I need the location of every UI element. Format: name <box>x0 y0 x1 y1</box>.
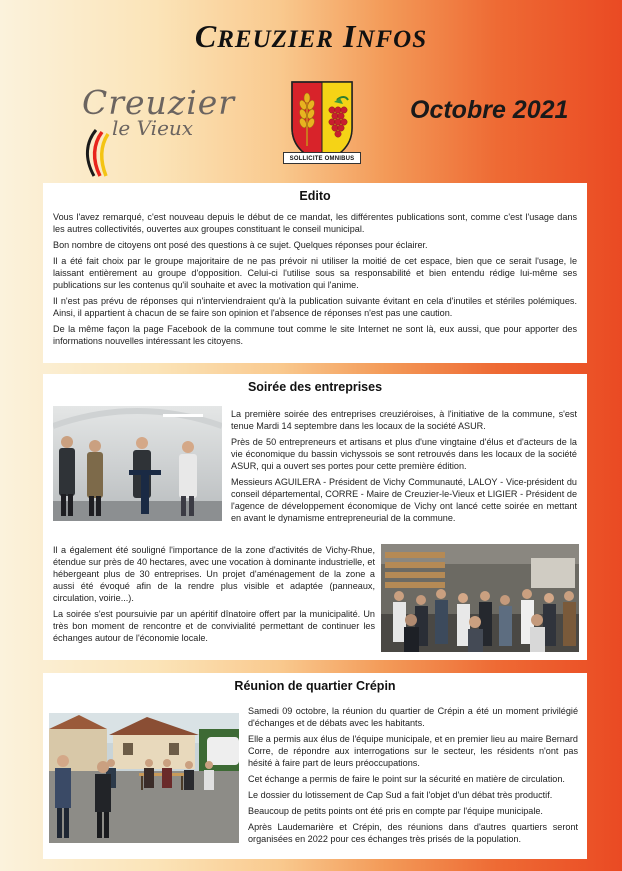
business-evening-heading: Soirée des entreprises <box>247 380 383 394</box>
business-evening-paragraph: Messieurs AGUILERA - Président de Vichy Communauté, LALOY - Vice-président du conseil départemental, CORRE - Maire de Creuzier-le-Vieux et LIGIER - Président de l'agence de développement économique de Vichy ont lancé cette soirée en mettant en avant le dynamisme entrepreneurial de la commune. <box>231 477 577 523</box>
neighbourhood-meeting-section <box>43 673 587 859</box>
title-initial-i: I <box>342 18 357 54</box>
neighbourhood-meeting-paragraph: Samedi 09 octobre, la réunion du quartier de Crépin a été un moment privilégié d'échanges et de débats avec les habitants. <box>248 706 578 728</box>
neighbourhood-meeting-paragraph: Elle a permis aux élus de l'équipe municipale, et en premier lieu au maire Bernard Corre, de répondre aux interrogations sur le secteur, les résidents n'ont pas hésité à faire part de leurs préoccupations. <box>248 734 578 768</box>
edito-paragraph: Bon nombre de citoyens ont posé des questions à ce sujet. Quelques réponses pour éclairer. <box>53 240 428 250</box>
business-evening-section <box>43 374 587 660</box>
title-word-2-rest: NFOS <box>356 26 428 53</box>
neighbourhood-meeting-paragraph: Après Laudemarière et Crépin, des réunions dans d'autres quartiers seront organisées en 2022 pour ces échanges très prisés de la population. <box>248 822 578 844</box>
business-evening-paragraph: Il a également été souligné l'importance de la zone d'activités de Vichy-Rhue, étendue sur près de 40 hectares, avec une vocation à dominante industrielle, et hébergeant plus de 30 entreprises. Un projet d'aménagement de la zone a aussi été évoqué afin de la rendre plus visible et adaptée (panneaux, circulation, voirie...). <box>53 545 375 603</box>
outdoor-meeting-photo <box>49 713 239 843</box>
business-evening-paragraph: La soirée s'est poursuivie par un apéritif dînatoire offert par la municipalité. Un très bon moment de rencontre et de convivialité permettant de continuer les échanges autour de l'économie locale. <box>53 609 375 643</box>
neighbourhood-meeting-paragraph: Cet échange a permis de faire le point sur la sécurité en matière de circulation. <box>248 774 565 784</box>
edito-paragraph: Vous l'avez remarqué, c'est nouveau depuis le début de ce mandat, les différentes publications sont, comme c'est l'usage dans les autres collectivités, ouvertes aux groupes constituant le conseil municipal. <box>53 212 577 234</box>
speakers-photo <box>53 406 222 521</box>
business-evening-paragraph: La première soirée des entreprises creuziéroises, à l'initiative de la commune, s'est tenue Mardi 14 septembre dans les locaux de la société ASUR. <box>231 409 577 431</box>
neighbourhood-meeting-heading: Réunion de quartier Crépin <box>234 679 396 693</box>
town-logo <box>82 83 242 140</box>
neighbourhood-meeting-paragraph: Le dossier du lotissement de Cap Sud a fait l'objet d'un débat très productif. <box>248 790 553 800</box>
edito-heading: Edito <box>299 189 331 203</box>
edito-section <box>43 183 587 363</box>
reception-crowd-photo <box>381 544 579 652</box>
crest-motto: SOLLICITE OMNIBUS <box>283 152 361 164</box>
neighbourhood-meeting-paragraph: Beaucoup de petits points ont été pris en compte par l'équipe municipale. <box>248 806 543 816</box>
newsletter-title <box>0 18 622 55</box>
edito-paragraph: Il n'est pas prévu de réponses qui n'interviendraient qu'à la publication suivante évitant en cela d'inutiles et stériles polémiques. Ainsi, il appartient à chacun de se faire son opinion et l'absence de réponses n'est pas une caution. <box>53 296 577 318</box>
title-word-1-rest: REUZIER <box>217 26 334 53</box>
issue-date: Octobre 2021 <box>410 96 569 124</box>
business-evening-paragraph: Près de 50 entrepreneurs et artisans et plus d'une vingtaine d'élus et d'acteurs de la vie économique du bassin vichyssois se sont retrouvés dans les locaux de la société ASUR, qui a ouvert ses portes pour cette première édition. <box>231 437 577 471</box>
title-initial-c: C <box>194 18 218 54</box>
logo-line-1: Creuzier <box>82 83 236 122</box>
edito-paragraph: Il a été fait choix par le groupe majoritaire de ne pas prévoir ni utiliser la moitié de cet espace, bien que ce serait l'usage, le laissant entièrement au groupe d'opposition. Celui-ci l'utilise sous sa responsabilité et bien entendu rédige lui-même ses publications sur les contenus qu'il souhaite et avec la motivation qui l'anime. <box>53 256 577 290</box>
edito-paragraph: De la même façon la page Facebook de la commune tout comme le site Internet ne sont là, eux aussi, que pour apporter des informations nouvelles intéressant les citoyens. <box>53 324 577 346</box>
logo-line-2: le Vieux <box>112 116 194 140</box>
